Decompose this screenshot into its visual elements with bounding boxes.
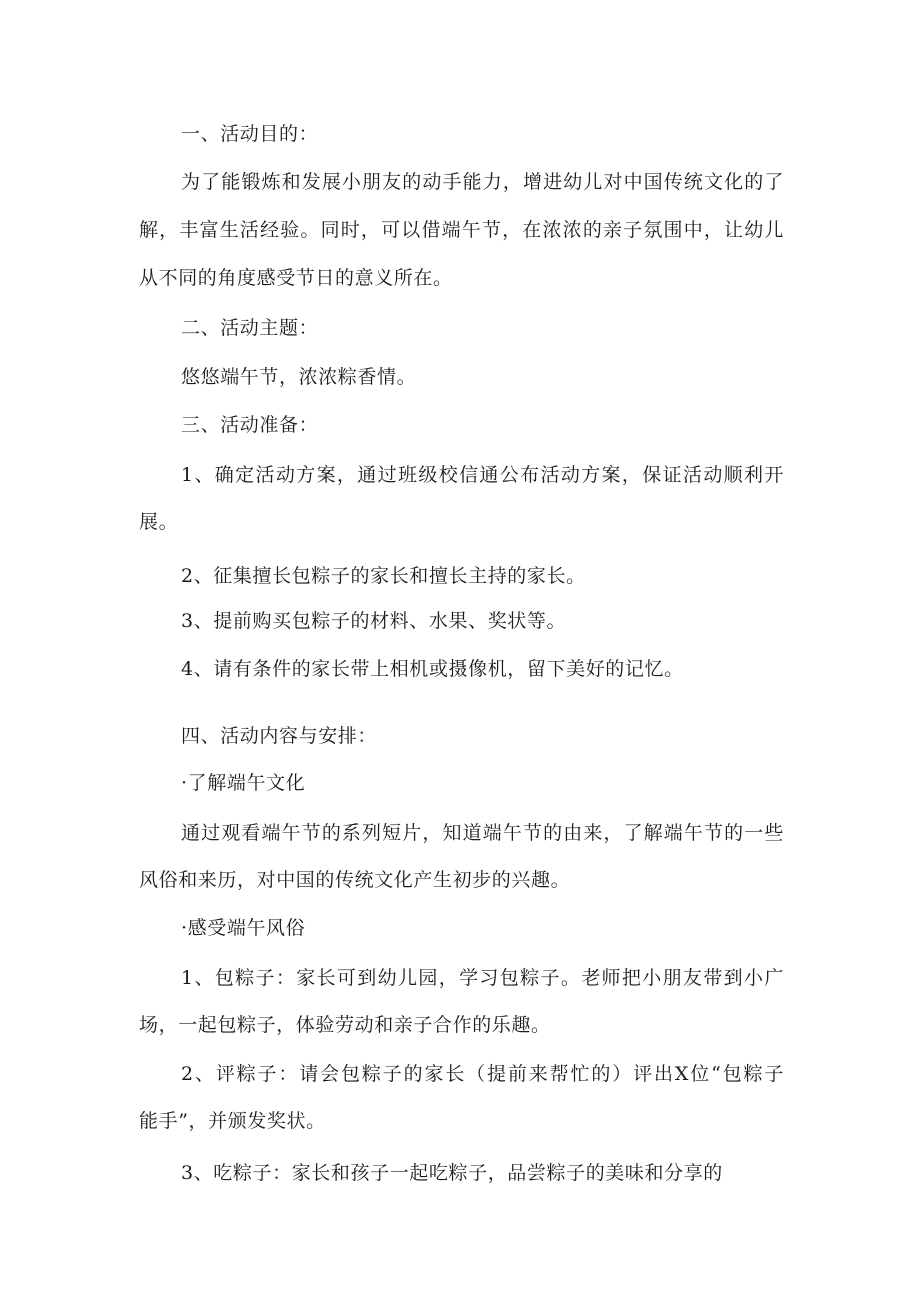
prep-item-line: 1、确定活动方案，通过班级校信通公布活动方案，保证活动顺利开 (181, 464, 784, 486)
paragraph-culture-line: 风俗和来历，对中国的传统文化产生初步的兴趣。 (139, 869, 571, 891)
activity-item-line: 场，一起包粽子，体验劳动和亲子合作的乐趣。 (139, 1014, 551, 1036)
prep-item: 4、请有条件的家长带上相机或摄像机，留下美好的记忆。 (181, 658, 684, 680)
prep-item: 2、征集擅长包粽子的家长和擅长主持的家长。 (181, 565, 586, 587)
section-heading-theme: 二、活动主题： (181, 317, 319, 339)
bullet-heading: ·感受端午风俗 (181, 917, 306, 939)
section-heading-preparation: 三、活动准备： (181, 414, 319, 436)
prep-item: 3、提前购买包粽子的材料、水果、奖状等。 (181, 610, 567, 632)
paragraph-purpose-line: 为了能锻炼和发展小朋友的动手能力，增进幼儿对中国传统文化的了 (181, 171, 784, 193)
paragraph-theme: 悠悠端午节，浓浓粽香情。 (181, 366, 417, 388)
paragraph-culture-line: 通过观看端午节的系列短片，知道端午节的由来，了解端午节的一些 (181, 822, 784, 844)
section-heading-content: 四、活动内容与安排： (181, 725, 378, 747)
activity-item-line: 1、包粽子：家长可到幼儿园，学习包粽子。老师把小朋友带到小广 (181, 967, 784, 989)
section-heading-purpose: 一、活动目的： (181, 123, 319, 145)
paragraph-purpose-line: 解，丰富生活经验。同时，可以借端午节，在浓浓的亲子氛围中，让幼儿 (139, 219, 784, 241)
activity-item-line: 能手”，并颁发奖状。 (139, 1110, 326, 1132)
activity-item-line: 2、评粽子：请会包粽子的家长（提前来帮忙的）评出X位“包粽子 (181, 1063, 784, 1085)
bullet-heading: ·了解端午文化 (181, 772, 306, 794)
paragraph-purpose-line: 从不同的角度感受节日的意义所在。 (139, 267, 453, 289)
prep-item-line: 展。 (139, 511, 179, 533)
activity-item-line: 3、吃粽子：家长和孩子一起吃粽子，品尝粽子的美味和分享的 (181, 1162, 723, 1184)
